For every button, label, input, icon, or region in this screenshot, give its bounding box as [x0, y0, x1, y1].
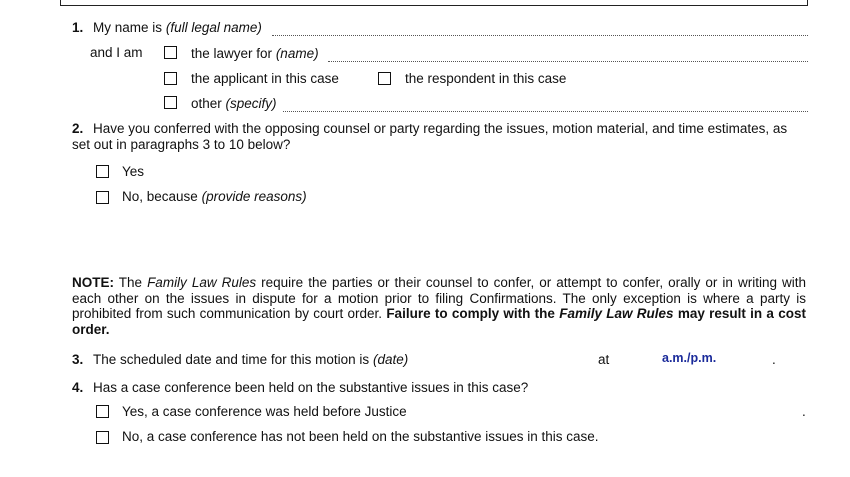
- item4-line: [72, 380, 528, 395]
- item3-hint: (date): [372, 352, 409, 367]
- lawyer-label-line: [191, 46, 319, 61]
- note-bold2: may result in a cost order.: [72, 306, 806, 337]
- lawyer-checkbox[interactable]: [164, 46, 177, 59]
- at-label: at: [598, 352, 610, 367]
- item3-line: [72, 352, 408, 367]
- item1-number: 1.: [72, 20, 84, 35]
- and-i-am-label: and I am: [90, 45, 143, 60]
- item2-number: 2.: [72, 121, 84, 136]
- lawyer-label: the lawyer for: [191, 46, 273, 61]
- item2-question: Have you conferred with the opposing counsel or party regarding the issues, motion material, and time estimates, as set out in paragraphs 3 to 10 below?: [72, 121, 788, 152]
- item1-line: [72, 20, 262, 35]
- conferred-yes-label: Yes: [122, 164, 145, 179]
- conferred-no-label: No, because: [122, 189, 198, 204]
- case-conf-yes-label: Yes, a case conference was held before Justice: [122, 404, 407, 419]
- other-label: other: [191, 96, 222, 111]
- note-text1: The: [114, 275, 148, 290]
- conferred-no-line: [122, 189, 307, 204]
- conferred-yes-checkbox[interactable]: [96, 165, 109, 178]
- applicant-checkbox[interactable]: [164, 72, 177, 85]
- case-conf-no-checkbox[interactable]: [96, 431, 109, 444]
- respondent-checkbox[interactable]: [378, 72, 391, 85]
- item3-number: 3.: [72, 352, 84, 367]
- item4-number: 4.: [72, 380, 84, 395]
- other-label-line: [191, 96, 277, 111]
- note-label: NOTE:: [72, 275, 114, 290]
- lawyer-hint: (name): [275, 46, 319, 61]
- item3-period: .: [772, 352, 776, 367]
- item1-label: My name is: [93, 20, 163, 35]
- item3-label: The scheduled date and time for this motion is: [93, 352, 370, 367]
- header-box: [60, 0, 808, 6]
- applicant-label: the applicant in this case: [191, 71, 339, 86]
- conferred-no-hint: (provide reasons): [201, 189, 307, 204]
- case-conf-yes-checkbox[interactable]: [96, 405, 109, 418]
- item4-question: Has a case conference been held on the substantive issues in this case?: [93, 380, 529, 395]
- other-specify-field[interactable]: [283, 111, 808, 112]
- lawyer-for-field[interactable]: [328, 61, 808, 62]
- other-hint: (specify): [225, 96, 277, 111]
- conferred-no-checkbox[interactable]: [96, 191, 109, 204]
- full-name-field[interactable]: [272, 35, 808, 36]
- case-conf-no-label: No, a case conference has not been held on the substantive issues in this case.: [122, 429, 599, 444]
- item4-period: .: [802, 404, 806, 419]
- respondent-label: the respondent in this case: [405, 71, 567, 86]
- note-paragraph: [72, 275, 806, 337]
- item1-hint: (full legal name): [165, 20, 262, 35]
- other-checkbox[interactable]: [164, 96, 177, 109]
- note-text2: require the parties or their counsel to confer, or attempt to confer, orally or in writing with each other on the issues in dispute for a motion prior to filing Confirmations. The only exception is where a party is prohibited from such communication by court order.: [72, 275, 806, 321]
- note-rules2: Family Law Rules: [559, 306, 674, 321]
- note-rules1: Family Law Rules: [147, 275, 257, 290]
- ampm-label: a.m./p.m.: [662, 351, 717, 365]
- note-bold1: Failure to comply with the: [386, 306, 560, 321]
- item2-question-block: [72, 121, 806, 153]
